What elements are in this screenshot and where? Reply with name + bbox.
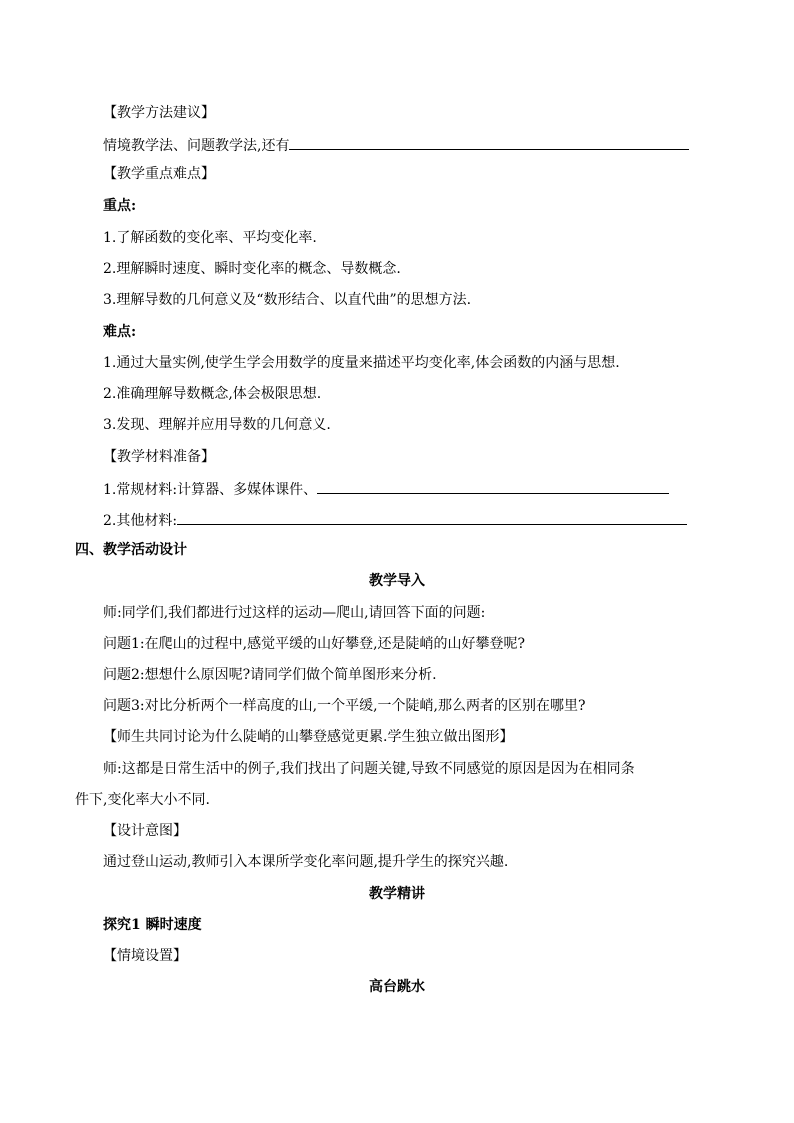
materials-line-2 — [103, 510, 687, 530]
teacher-summary-line-1: 师:这都是日常生活中的例子,我们找出了问题关键,导致不同感觉的原因是因为在相同条 — [103, 761, 635, 777]
key-point-1: 1.了解函数的变化率、平均变化率. — [103, 230, 317, 246]
materials-2-blank — [177, 510, 687, 525]
materials-line-1 — [103, 479, 669, 499]
difficult-point-3: 3.发现、理解并应用导数的几何意义. — [103, 417, 331, 433]
question-3: 问题3:对比分析两个一样高度的山,一个平缓,一个陡峭,那么两者的区别在哪里? — [103, 698, 586, 714]
materials-1-blank — [317, 479, 669, 494]
scenario-heading: 【情境设置】 — [103, 948, 187, 964]
method-line — [103, 135, 689, 155]
method-heading: 【教学方法建议】 — [103, 105, 215, 121]
intro-title: 教学导入 — [369, 573, 425, 589]
materials-1-text: 1.常规材料:计算器、多媒体课件、 — [103, 482, 318, 498]
design-heading: 【设计意图】 — [103, 823, 187, 839]
scenario-title: 高台跳水 — [369, 979, 425, 995]
key-point-2: 2.理解瞬时速度、瞬时变化率的概念、导数概念. — [103, 261, 401, 277]
section-4-title: 四、教学活动设计 — [75, 542, 187, 558]
design-text: 通过登山运动,教师引入本课所学变化率问题,提升学生的探究兴趣. — [103, 854, 509, 870]
teacher-summary-line-2: 件下,变化率大小不同. — [75, 792, 210, 808]
question-1: 问题1:在爬山的过程中,感觉平缓的山好攀登,还是陡峭的山好攀登呢? — [103, 636, 526, 652]
materials-heading: 【教学材料准备】 — [103, 449, 215, 465]
key-points-label: 重点: — [103, 198, 137, 214]
difficult-point-2: 2.准确理解导数概念,体会极限思想. — [103, 386, 322, 402]
key-point-3: 3.理解导数的几何意义及“数形结合、以直代曲”的思想方法. — [103, 292, 472, 308]
materials-2-text: 2.其他材料: — [103, 513, 178, 529]
method-blank — [289, 135, 689, 150]
method-text: 情境教学法、问题教学法,还有 — [103, 138, 290, 154]
question-2: 问题2:想想什么原因呢?请同学们做个简单图形来分析. — [103, 667, 437, 683]
focus-heading: 【教学重点难点】 — [103, 166, 215, 182]
difficult-points-label: 难点: — [103, 324, 137, 340]
explore-1-title: 探究1 瞬时速度 — [103, 917, 202, 933]
lecture-title: 教学精讲 — [369, 886, 425, 902]
intro-teacher: 师:同学们,我们都进行过这样的运动—爬山,请回答下面的问题: — [103, 605, 486, 621]
discussion-note: 【师生共同讨论为什么陡峭的山攀登感觉更累.学生独立做出图形】 — [103, 729, 514, 745]
difficult-point-1: 1.通过大量实例,使学生学会用数学的度量来描述平均变化率,体会函数的内涵与思想. — [103, 355, 620, 371]
